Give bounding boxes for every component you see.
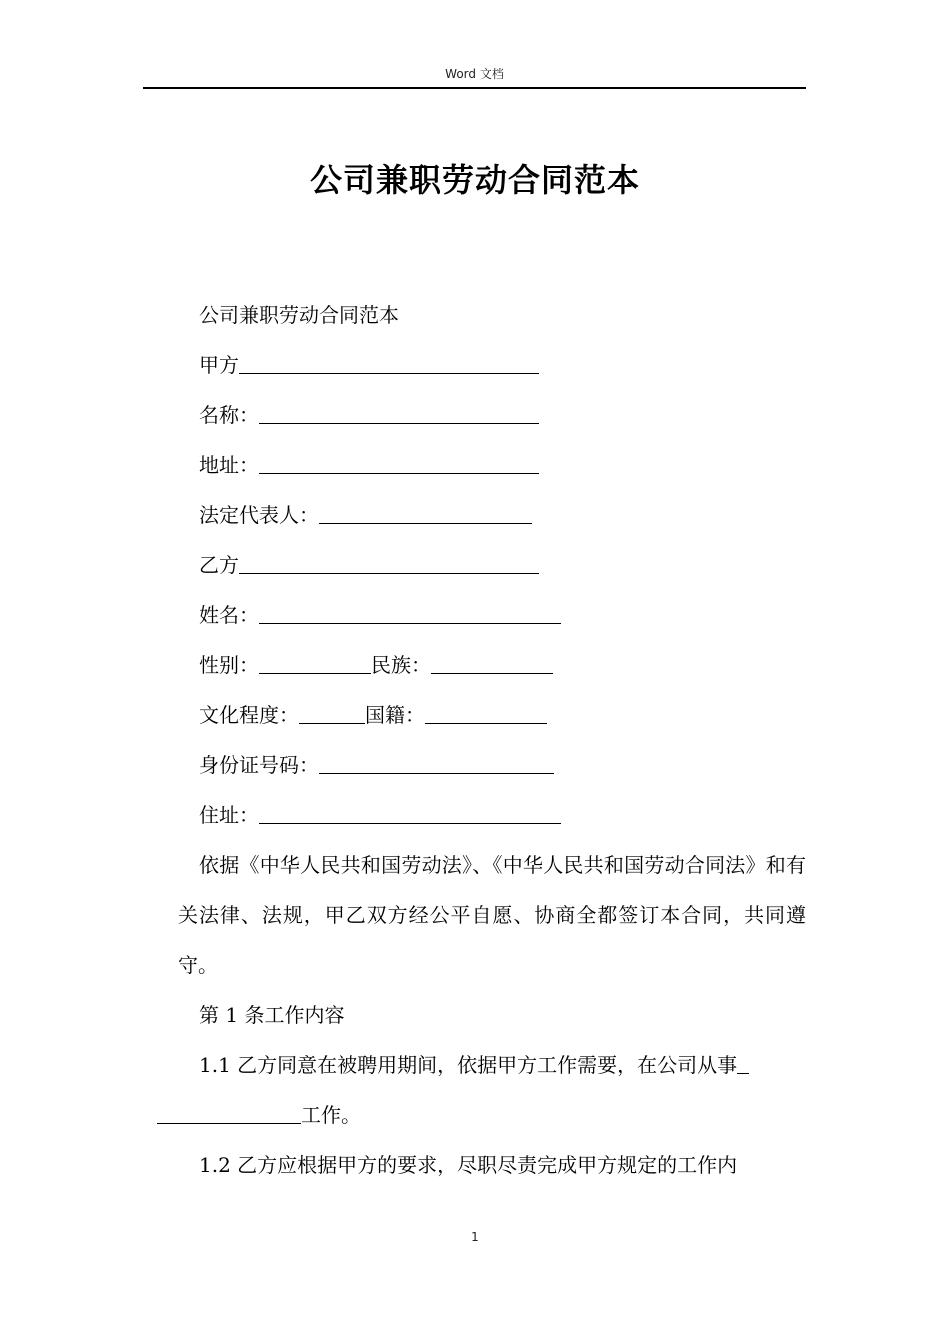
education-label: 文化程度：	[199, 703, 299, 727]
company-name-blank	[259, 401, 539, 424]
party-a-label: 甲方	[199, 353, 239, 377]
legal-rep-blank	[319, 501, 532, 524]
ethnicity-label: 民族：	[371, 653, 431, 677]
party-b-label: 乙方	[199, 553, 239, 577]
id-number-label: 身份证号码：	[199, 753, 319, 777]
party-b-line	[178, 540, 806, 590]
party-a-blank	[239, 351, 539, 374]
article-1-heading-text: 第 1 条工作内容	[199, 1003, 345, 1027]
id-number-blank	[319, 751, 554, 774]
party-a-line	[178, 340, 806, 390]
id-number-line	[178, 740, 806, 790]
party-b-blank	[239, 551, 539, 574]
residence-blank	[259, 801, 561, 824]
clause-1-1-blank-start	[737, 1051, 749, 1074]
person-name-line	[178, 590, 806, 640]
person-name-label: 姓名：	[199, 603, 259, 627]
clause-1-1	[178, 1040, 806, 1140]
education-blank	[299, 701, 365, 724]
document-body	[178, 290, 806, 1190]
residence-line	[178, 790, 806, 840]
document-title: 公司兼职劳动合同范本	[309, 161, 640, 199]
company-address-line	[178, 440, 806, 490]
subtitle: 公司兼职劳动合同范本	[199, 303, 399, 327]
gender-blank	[259, 651, 371, 674]
article-1-heading	[178, 990, 806, 1040]
company-address-label: 地址：	[199, 453, 259, 477]
residence-label: 住址：	[199, 803, 259, 827]
ethnicity-blank	[431, 651, 553, 674]
legal-rep-line	[178, 490, 806, 540]
clause-1-1-text: 1.1 乙方同意在被聘用期间，依据甲方工作需要，在公司从事	[199, 1053, 738, 1077]
preamble-paragraph: 依据《中华人民共和国劳动法》、《中华人民共和国劳动合同法》和有关法律、法规，甲乙双方经公平自愿、协商全都签订本合同，共同遵守。	[178, 853, 806, 977]
company-name-line	[178, 390, 806, 440]
education-nationality-line	[178, 690, 806, 740]
person-name-blank	[259, 601, 561, 624]
clause-1-1-blank	[157, 1101, 301, 1124]
company-name-label: 名称：	[199, 403, 259, 427]
nationality-label: 国籍：	[365, 703, 425, 727]
header-rule	[143, 87, 806, 89]
subtitle-line	[178, 290, 806, 340]
clause-1-2: 1.2 乙方应根据甲方的要求，尽职尽责完成甲方规定的工作内	[199, 1153, 738, 1177]
gender-label: 性别：	[199, 653, 259, 677]
nationality-blank	[425, 701, 547, 724]
company-address-blank	[259, 451, 539, 474]
clause-1-1-text-end: 工作。	[301, 1103, 361, 1127]
page-header: Word 文档	[445, 67, 504, 81]
gender-ethnicity-line	[178, 640, 806, 690]
legal-rep-label: 法定代表人：	[199, 503, 319, 527]
page-number: 1	[471, 1230, 479, 1244]
